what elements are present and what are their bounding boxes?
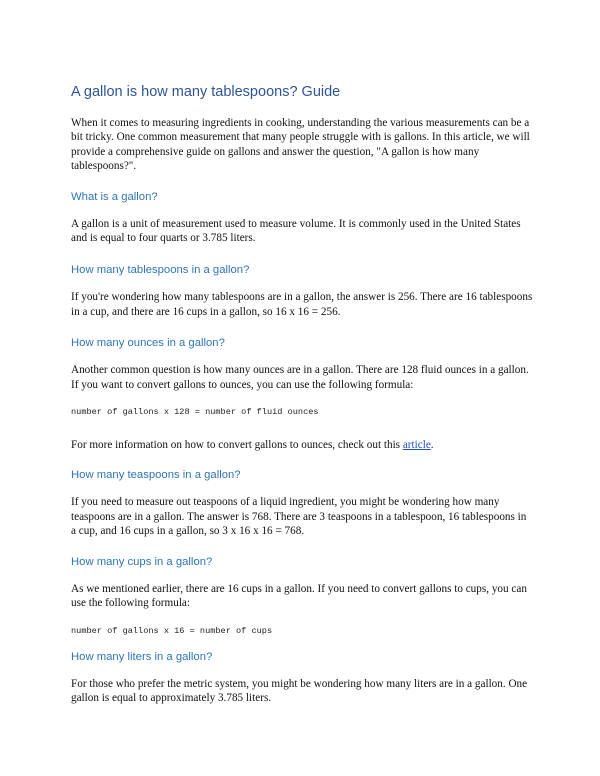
heading-liters: How many liters in a gallon? xyxy=(71,650,213,663)
heading-teaspoons: How many teaspoons in a gallon? xyxy=(71,469,241,482)
paragraph-tablespoons: If you're wondering how many tablespoons are in a gallon, the answer is 256. There are 16 tablespoons in a cup, and there are 16 cups in a gallon, so 16 x 16 = 256. xyxy=(71,291,533,318)
intro-paragraph: When it comes to measuring ingredients in cooking, understanding the various measurements can be a bit tricky. One common measurement that many people struggle with is gallons. In this article, we will provide a comprehensive guide on gallons and answer the question, "A gallon is how many tablespoons?". xyxy=(71,117,530,173)
more-info-suffix: . xyxy=(430,439,434,452)
heading-ounces: How many ounces in a gallon? xyxy=(71,337,225,350)
paragraph-teaspoons: If you need to measure out teaspoons of a liquid ingredient, you might be wondering how many teaspoons are in a gallon. The answer is 768. There are 3 teaspoons in a tablespoon, 16 tablespoons in a cup, and 16 cups in a gallon, so 3 x 16 x 16 = 768. xyxy=(71,496,527,538)
heading-what-is-gallon: What is a gallon? xyxy=(71,190,158,203)
article-link[interactable]: article xyxy=(402,439,431,452)
paragraph-ounces: Another common question is how many ounces are in a gallon. There are 128 fluid ounces in a gallon. If you want to convert gallons to ounces, you can use the following formula: xyxy=(71,364,529,391)
paragraph-ounces-more xyxy=(71,438,533,452)
formula-cups: number of gallons x 16 = number of cups xyxy=(71,625,273,636)
more-info-text: For more information on how to convert gallons to ounces, check out this xyxy=(71,439,403,452)
paragraph-liters: For those who prefer the metric system, you might be wondering how many liters are in a gallon. One gallon is equal to approximately 3.785 liters. xyxy=(71,677,528,704)
heading-cups: How many cups in a gallon? xyxy=(71,555,213,568)
document-page xyxy=(71,82,533,705)
page-title: A gallon is how many tablespoons? Guide xyxy=(71,84,341,100)
formula-ounces: number of gallons x 128 = number of fluid ounces xyxy=(71,407,319,418)
paragraph-cups: As we mentioned earlier, there are 16 cups in a gallon. If you need to convert gallons to cups, you can use the following formula: xyxy=(71,582,527,610)
paragraph-what-is-gallon: A gallon is a unit of measurement used to measure volume. It is commonly used in the United States and is equal to four quarts or 3.785 liters. xyxy=(71,217,521,245)
heading-tablespoons: How many tablespoons in a gallon? xyxy=(71,264,250,277)
